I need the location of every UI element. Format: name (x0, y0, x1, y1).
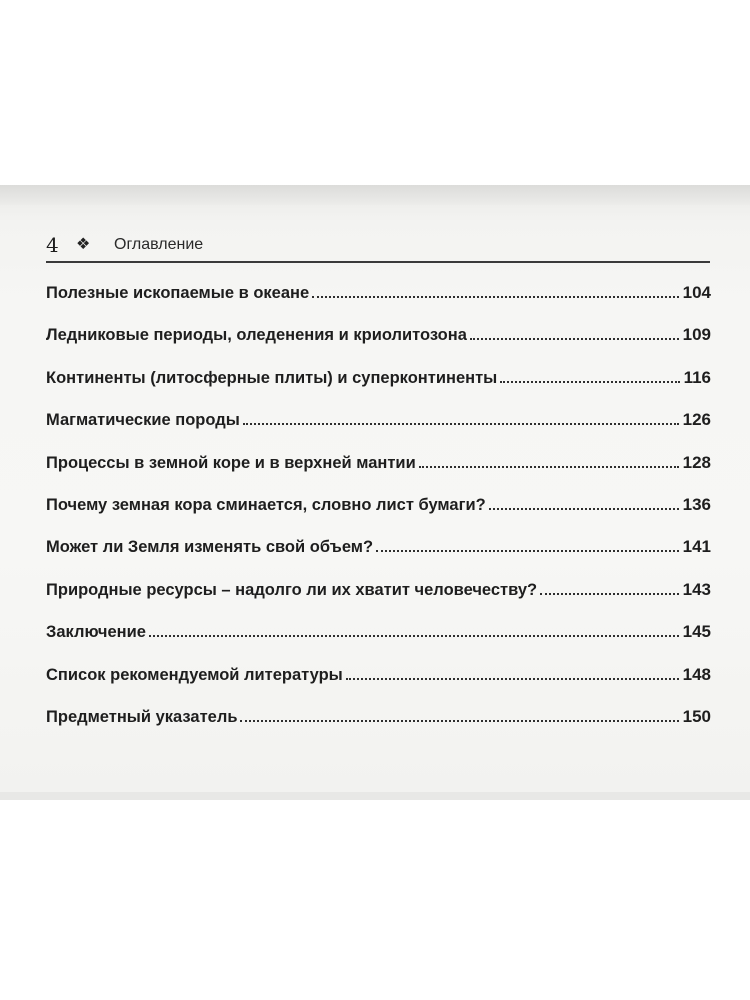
dot-leader (376, 550, 679, 552)
dot-leader (500, 381, 679, 383)
dot-leader (243, 423, 679, 425)
toc-entry-title: Природные ресурсы – надолго ли их хватит человечеству? (46, 580, 538, 599)
section-title: Оглавление (114, 236, 204, 253)
toc-entry (46, 617, 711, 659)
toc-entry (46, 278, 711, 320)
dot-leader (419, 466, 679, 468)
toc-entry-title: Может ли Земля изменять свой объем? (46, 538, 374, 557)
toc-entry (46, 405, 711, 447)
toc-entry-title: Полезные ископаемые в океане (46, 284, 310, 302)
toc-entry-page: 143 (682, 579, 711, 599)
toc-entry-title: Список рекомендуемой литературы (46, 665, 343, 684)
toc-entry-page: 126 (682, 410, 711, 430)
dot-leader (312, 296, 678, 298)
toc-entry-title: Континенты (литосферные плиты) и суперконтиненты (46, 368, 498, 387)
toc-entry (46, 575, 711, 617)
page-top-shadow (0, 185, 750, 205)
toc-entry-page: 145 (682, 622, 711, 642)
page-number: 4 (46, 233, 59, 257)
toc-entry-page: 136 (682, 494, 711, 514)
dot-leader (346, 678, 679, 680)
toc-entry-title: Ледниковые периоды, оледенения и криолитозона (46, 326, 467, 345)
dot-leader (470, 338, 679, 340)
dot-leader (149, 635, 679, 637)
toc-entry-title: Предметный указатель (46, 707, 238, 726)
running-header (46, 231, 710, 259)
toc-entry (46, 363, 711, 405)
toc-entry (46, 660, 711, 702)
toc-entry-page: 109 (682, 325, 711, 345)
toc-entry-page: 150 (682, 706, 711, 726)
toc-entry-title: Процессы в земной коре и в верхней мантии (46, 453, 416, 472)
toc-entry-title: Заключение (46, 623, 146, 642)
toc-entry (46, 532, 711, 574)
toc-entry (46, 448, 711, 490)
dot-leader (540, 593, 679, 595)
toc-entry-page: 141 (682, 537, 711, 557)
toc-entry-page: 104 (682, 283, 711, 302)
toc-entry (46, 320, 711, 362)
toc-entry-title: Магматические породы (46, 411, 240, 430)
toc-entry (46, 490, 711, 532)
toc-entry (46, 702, 711, 744)
toc-entry-page: 128 (682, 452, 711, 472)
diamond-ornament-icon: ❖ (76, 236, 91, 253)
dot-leader (240, 720, 678, 722)
toc-entry-title: Почему земная кора сминается, словно лист бумаги? (46, 495, 486, 514)
header-rule (46, 261, 710, 263)
toc-entry-page: 148 (682, 664, 711, 684)
table-of-contents (46, 278, 711, 744)
toc-entry-page: 116 (683, 367, 711, 387)
page-bottom-shadow (0, 792, 750, 800)
dot-leader (489, 508, 679, 510)
